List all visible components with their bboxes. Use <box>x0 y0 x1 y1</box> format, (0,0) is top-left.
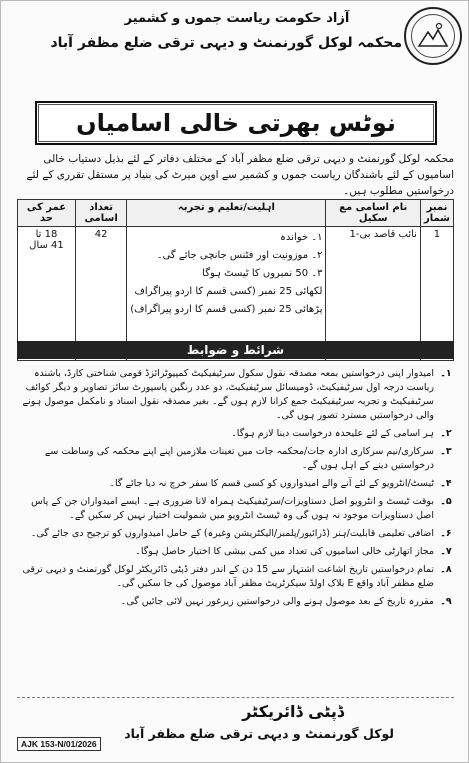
rule-item <box>17 427 454 441</box>
rule-text: مجاز اتھارٹی خالی اسامیوں کی تعداد میں کمی بیشی کا اختیار حاصل ہوگا۔ <box>135 546 434 557</box>
rule-text: ہر اسامی کے لئے علیحدہ درخواست دینا لازم ہوگا۔ <box>231 428 434 439</box>
rule-text: ٹیسٹ/انٹرویو کے لئے آنے والے امیدواروں کو کسی قسم کا سفر خرچ نہ دیا جائے گا۔ <box>109 478 434 489</box>
header <box>7 5 464 97</box>
rule-text: اضافی تعلیمی قابلیت/ہنر (ڈرائیور/پلمبر/الیکٹریشن وغیرہ) کے حامل امیدواروں کو ترجیح دی جائے گی۔ <box>30 528 434 539</box>
header-post-name: نام اسامی مع سکیل <box>326 200 420 227</box>
rule-text: امیدوار اپنی درخواستیں بمعہ مصدقہ نقول سکول سرٹیفیکیٹ کمپیوٹرائزڈ قومی شناختی کارڈ، باشندہ ریاست درجہ اول سرٹیفیکیٹ، ڈومیسائل سرٹیفیکیٹ، دو عدد رنگین پاسپورٹ سائز تصاویر و دیگر کوائف سرٹیفیکیٹ و تجربہ سرٹیفیکیٹ جمع کرانا لازم ہوں گے۔ بغیر مصدقہ نقول اسناد و نامکمل موصول ہونے والی درخواستیں مسترد تصور ہوں گی۔ <box>22 368 434 421</box>
cell-post-name: نائب قاصد بی-1 <box>326 227 420 361</box>
req-item: پڑھائی 25 نمبر (کسی قسم کا اردو پیراگراف) <box>130 304 323 315</box>
rule-number: ۶۔ <box>440 528 452 539</box>
department-title: محکمہ لوکل گورنمنٹ و دیہی ترقی ضلع مظفر آباد <box>50 35 402 51</box>
rules-list <box>17 367 454 613</box>
signatory-title: ڈپٹی ڈائریکٹر <box>242 702 344 721</box>
rule-text: تمام درخواستیں تاریخ اشاعت اشتہار سے 15 دن کے اندر دفتر ڈپٹی ڈائریکٹر لوکل گورنمنٹ و دیہی ترقی ضلع مظفر آباد واقع E بلاک اولڈ سیکرٹریٹ مظفر آباد موصول کی جا سکیں گی۔ <box>22 564 434 589</box>
rule-item <box>17 367 454 423</box>
rule-number: ۷۔ <box>440 546 452 557</box>
vacancy-table <box>17 199 454 361</box>
req-item: لکھائی 25 نمبر (کسی قسم کا اردو پیراگراف <box>134 286 323 297</box>
cell-serial: 1 <box>420 227 453 361</box>
table-header-row <box>18 200 454 227</box>
header-qualification: اہلیت/تعلیم و تجربہ <box>127 200 326 227</box>
rule-number: ۲۔ <box>440 428 452 439</box>
seal-inner-ring <box>411 14 455 58</box>
age-line1: 18 تا <box>35 229 58 240</box>
rule-number: ۸۔ <box>440 564 452 575</box>
rules-heading: شرائط و ضوابط <box>17 341 454 359</box>
reference-code: AJK 153-N/01/2026 <box>17 737 101 751</box>
mountain-emblem-icon <box>417 20 449 52</box>
header-count: تعداد اسامی <box>75 200 126 227</box>
notice-banner <box>35 101 437 145</box>
rule-number: ۵۔ <box>440 496 452 507</box>
rule-item <box>17 563 454 591</box>
rule-item <box>17 545 454 559</box>
footer <box>17 697 454 753</box>
req-item: ۳۔ 50 نمبروں کا ٹیسٹ ہوگا <box>202 268 323 279</box>
rule-text: مقررہ تاریخ کے بعد موصول ہونے والی درخواستیں زیرغور نہیں لائی جائیں گی۔ <box>120 596 434 607</box>
intro-paragraph: محکمہ لوکل گورنمنٹ و دیہی ترقی ضلع مظفر آباد کے مختلف دفاتر کے لئے بذیل دستیاب خالی اسامیوں کے لئے باشندگان ریاست جموں و کشمیر سے اوپن میرٹ کی بنیاد پر مستقل تقرری کے لئے درخواستیں مطلوب ہیں۔ <box>26 153 454 197</box>
cell-count: 42 <box>75 227 126 361</box>
rule-number: ۱۔ <box>440 368 452 379</box>
header-serial: نمبر شمار <box>420 200 453 227</box>
req-item: ۱۔ خواندہ <box>280 232 323 243</box>
rule-item <box>17 477 454 491</box>
rule-text: بوقت ٹیسٹ و انٹرویو اصل دستاویزات/سرٹیفیکیٹ ہمراہ لانا ضروری ہے۔ ایسے امیدواران جن کے پاس اصل دستاویزات موجود نہ ہوں گی وہ ٹیسٹ انٹرویو میں شمولیت اختیار نہیں کر سکیں گے۔ <box>31 496 434 521</box>
rule-item <box>17 445 454 473</box>
header-age-limit: عمر کی حد <box>18 200 76 227</box>
rule-number: ۴۔ <box>440 478 452 489</box>
rule-item <box>17 527 454 541</box>
rule-item <box>17 595 454 609</box>
rule-number: ۹۔ <box>440 596 452 607</box>
signatory-office: لوکل گورنمنٹ و دیہی ترقی ضلع مظفر آباد <box>124 726 394 741</box>
rule-text: سرکاری/نیم سرکاری ادارہ جات/محکمہ جات میں تعینات ملازمین اپنے اپنے محکمہ کی وساطت سے درخواستیں دینے کے اہل ہوں گے۔ <box>44 446 434 471</box>
gov-title-line1: آزاد حکومت ریاست جموں و کشمیر <box>124 11 350 26</box>
req-item: ۲۔ موزونیت اور فٹنس جانچی جائے گی۔ <box>156 250 323 261</box>
government-seal <box>404 7 462 65</box>
rule-number: ۳۔ <box>440 446 452 457</box>
notice-title: نوٹس بھرتی خالی اسامیاں <box>38 104 434 142</box>
rule-item <box>17 495 454 523</box>
age-line2: 41 سال <box>29 240 64 251</box>
